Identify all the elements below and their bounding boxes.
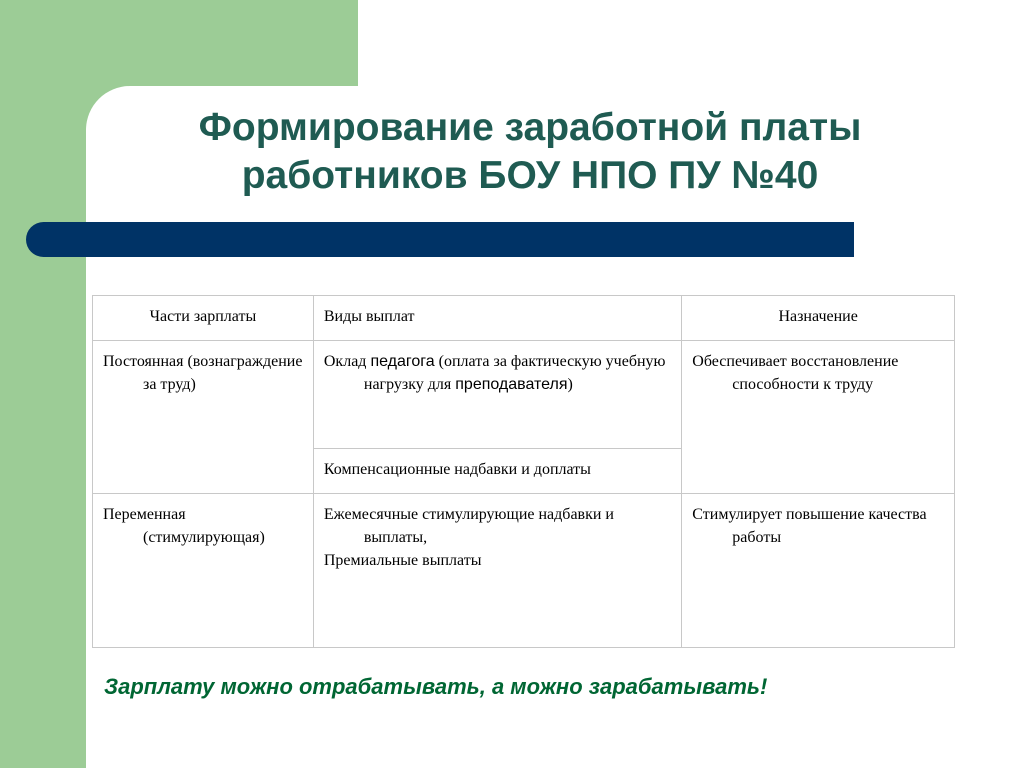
purpose-variable-text: Стимулирует повышение качества работы: [692, 506, 927, 546]
cell-purpose-variable: [682, 494, 955, 648]
cell-payment-salary: [313, 341, 681, 449]
title-line-1: Формирование заработной платы: [198, 106, 862, 149]
payment-salary-middle: (оплата за фактическую учебную нагрузку для: [363, 353, 666, 393]
payment-bonus-text: Премиальные выплаты: [323, 552, 482, 569]
header-cell-purpose: Назначение: [682, 296, 955, 341]
cell-purpose-permanent: [682, 341, 955, 494]
slide-title: [120, 104, 940, 200]
payment-salary-lecturer: преподавателя: [455, 376, 568, 393]
cell-part-permanent: [93, 341, 314, 494]
cell-part-variable: [93, 494, 314, 648]
payment-compensation-text: Компенсационные надбавки и доплаты: [323, 461, 591, 478]
table-row: [93, 341, 955, 449]
header-cell-types: Виды выплат: [313, 296, 681, 341]
title-line-2: работников БОУ НПО ПУ №40: [241, 154, 819, 197]
part-variable-text: Переменная (стимулирующая): [103, 506, 265, 546]
purpose-permanent-text: Обеспечивает восстановление способности к труду: [692, 353, 899, 393]
header-cell-parts: Части зарплаты: [93, 296, 314, 341]
table-row: [93, 494, 955, 648]
payment-incentives-text: Ежемесячные стимулирующие надбавки и выплаты,: [323, 506, 614, 546]
payment-salary-prefix: Оклад: [323, 353, 371, 370]
part-permanent-text: Постоянная (вознаграждение за труд): [103, 353, 303, 393]
payment-salary-teacher: педагога: [370, 353, 435, 370]
cell-payment-compensation: [313, 449, 681, 494]
salary-table: [92, 295, 955, 648]
payment-salary-text: [324, 350, 671, 396]
payment-salary-suffix: ): [567, 376, 573, 393]
accent-bar: [26, 222, 854, 257]
table-header-row: [93, 296, 955, 341]
footer-slogan: Зарплату можно отрабатывать, а можно зарабатывать!: [104, 674, 768, 699]
cell-payment-incentives: [313, 494, 681, 648]
